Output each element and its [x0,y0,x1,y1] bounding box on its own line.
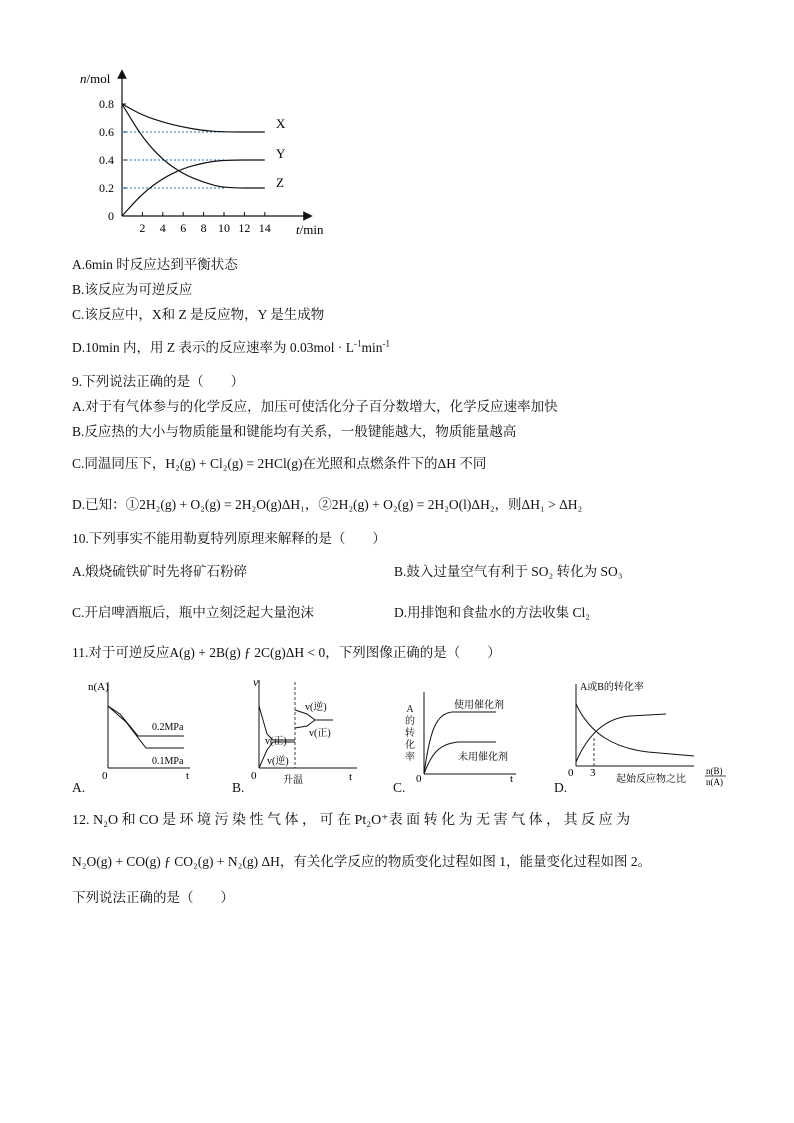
q8-option-b: B.该反应为可逆反应 [72,282,193,297]
q8-x-tick-label: 4 [159,221,166,235]
svg-text:0.1MPa: 0.1MPa [152,756,184,767]
q8-series-z [122,104,265,188]
q8-x-label: t/min [296,222,324,237]
q11c-curve-catalyst [424,712,496,774]
q8-x-tick-label: 2 [139,221,146,235]
q11-figure-a [86,676,196,780]
svg-text:0.2MPa: 0.2MPa [152,722,184,733]
q11c-ylabel: A的转化率 [405,704,415,763]
svg-text:n(A): n(A) [88,681,109,693]
q8-option-a: A.6min 时反应达到平衡状态 [72,257,238,272]
q8-y-tick-label: 0.8 [99,97,114,111]
q11-label-a: A. [72,780,86,795]
svg-text:n(A): n(A) [706,777,723,787]
svg-text:v: v [253,676,259,689]
svg-text:升温: 升温 [283,775,303,786]
q10-option-a: A.煅烧硫铁矿时先将矿石粉碎 [72,564,248,579]
q9-option-c: C.同温同压下，H₂(g) + Cl₂(g) = 2HCl(g)在光照和点燃条件下的ΔH 不同 [72,456,487,471]
q10-option-d: D.用排饱和食盐水的方法收集 Cl₂ [394,605,590,620]
q8-x-tick-label: 14 [258,221,271,235]
q12-line2: N₂O(g) + CO(g) ƒ CO₂(g) + N₂(g) ΔH，有关化学反应的物质变化过程如图 1，能量变化过程如图 2。 [72,854,652,869]
q11-figure-b [245,676,363,786]
svg-text:0: 0 [568,767,574,779]
svg-text:起始反应物之比: 起始反应物之比 [616,774,686,785]
q11-stem: 11.对于可逆反应A(g) + 2B(g) ƒ 2C(g)ΔH < 0，下列图像正确的是（ ） [72,645,501,660]
q11-label-c: C. [393,780,406,795]
q8-x-tick-label: 12 [238,221,251,235]
q11d-curve-b [576,714,666,762]
q8-option-d: D.10min 内，用 Z 表示的反应速率为 $0.03mol \cdot L^{-1}\min^{-1}$ [72,338,391,355]
q8-series-x [122,104,265,132]
q12-line3: 下列说法正确的是（ ） [72,890,234,905]
q11-label-d: D. [554,780,568,795]
svg-text:A或B的转化率: A或B的转化率 [580,682,644,693]
q8-series-label-x: X [276,116,286,131]
q8-option-c: C.该反应中，X和 Z 是反应物，Y 是生成物 [72,307,325,322]
q8-x-tick-label: 6 [180,221,187,235]
q9-option-d: D.已知：①2H₂(g) + O₂(g) = 2H₂O(g)ΔH₁，②2H₂(g) + O₂(g) = 2H₂O(l)ΔH₂，则ΔH₁ > ΔH₂ [72,497,583,512]
q12-line1: 12. N₂O 和 CO 是 环 境 污 染 性 气 体 ， 可 在 Pt₂O⁺表 面 转 化 为 无 害 气 体 ， 其 反 应 为 [72,813,631,828]
q8-y-label: n/mol [80,71,111,86]
q10-stem: 10.下列事实不能用勒夏特列原理来解释的是（ ） [72,531,386,546]
svg-text:未用催化剂: 未用催化剂 [458,752,508,763]
svg-text:v(逆): v(逆) [267,756,289,767]
q11b-left-top [259,706,295,740]
svg-text:v(逆): v(逆) [305,702,327,713]
q9-option-b: B.反应热的大小与物质能量和键能均有关系，一般键能越大，物质能量越高 [72,424,517,439]
svg-text:t: t [510,773,514,782]
q10-option-b: B.鼓入过量空气有利于 SO₂ 转化为 SO₃ [394,564,623,579]
q8-y-tick-label: 0.6 [99,125,114,139]
q10-option-c: C.开启啤酒瓶后，瓶中立刻泛起大量泡沫 [72,605,314,620]
svg-text:0: 0 [416,773,422,782]
q8-y-tick-label: 0.4 [99,153,114,167]
q11b-right-bottom [295,720,315,728]
q9-stem: 9.下列说法正确的是（ ） [72,374,245,389]
q8-chart [70,64,340,244]
svg-text:3: 3 [590,767,596,779]
svg-text:v(正): v(正) [265,736,287,747]
q11-label-b: B. [232,780,245,795]
q8-x-tick-label: 10 [218,221,230,235]
q8-series-label-z: Z [276,175,284,190]
svg-text:0: 0 [102,770,108,780]
svg-text:t: t [186,770,190,780]
q8-series-label-y: Y [276,146,286,161]
q8-y-tick-label: 0.2 [99,181,114,195]
q11-figure-d [566,676,734,788]
svg-text:使用催化剂: 使用催化剂 [454,700,504,711]
svg-text:v(正): v(正) [309,728,331,739]
q11-figure-c [406,690,522,782]
svg-text:t: t [349,771,353,783]
q8-x-tick-label: 8 [200,221,207,235]
q8-y-tick-label: 0 [108,209,114,223]
q9-option-a: A.对于有气体参与的化学反应，加压可使活化分子百分数增大，化学反应速率加快 [72,399,558,414]
svg-text:0: 0 [251,770,257,782]
svg-text:n(B): n(B) [706,766,723,776]
